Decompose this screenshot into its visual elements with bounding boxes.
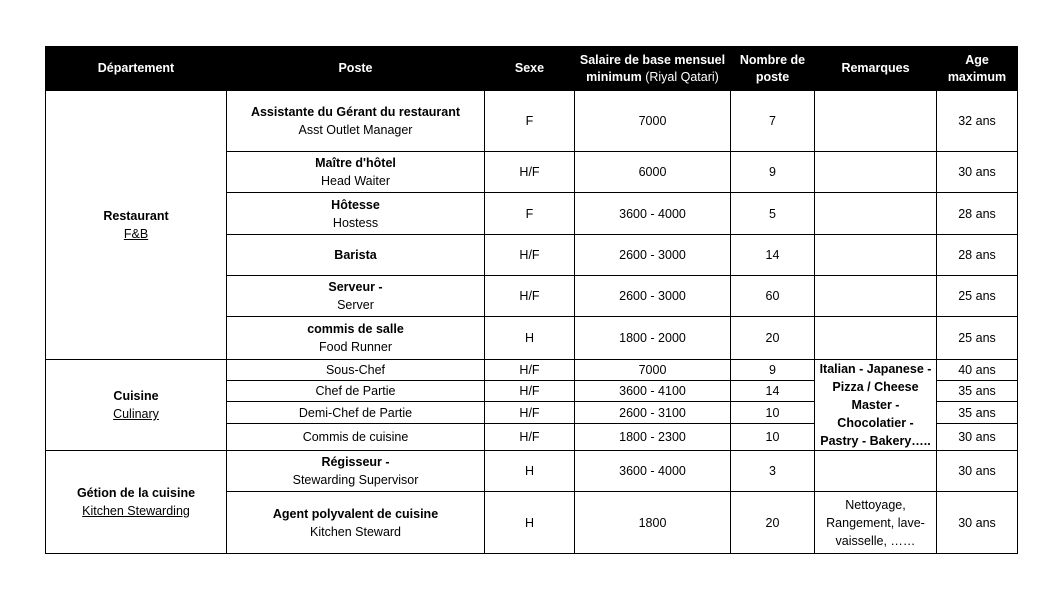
sexe-cell: H <box>485 492 575 554</box>
poste-en: Hostess <box>332 215 379 230</box>
age-cell: 30 ans <box>937 152 1018 193</box>
nombre-cell: 14 <box>731 381 815 402</box>
poste-en: Kitchen Steward <box>309 524 402 539</box>
poste-fr: Hôtesse <box>331 197 380 212</box>
age-cell: 40 ans <box>937 360 1018 381</box>
department-name: Gétion de la cuisine <box>76 486 196 500</box>
recruitment-table <box>45 46 1018 554</box>
age-cell: 30 ans <box>937 423 1018 450</box>
poste-en: Chef de Partie <box>315 384 396 399</box>
department-cuisine <box>46 360 227 451</box>
remarque-line: Rangement, lave- <box>826 515 925 530</box>
remarques-cell <box>815 317 937 360</box>
department-gestion <box>46 451 227 554</box>
salaire-cell: 3600 - 4000 <box>575 451 731 492</box>
remarque-line: vaisselle, …… <box>835 533 916 548</box>
remarque-line: Pizza / Cheese <box>832 380 919 394</box>
poste-en: Head Waiter <box>320 174 390 188</box>
remarques-cuisine-cell <box>815 360 937 451</box>
poste-en: Food Runner <box>319 340 392 354</box>
remarque-line: Pastry - Bakery….. <box>820 434 931 448</box>
remarque-line: Nettoyage, <box>845 497 906 512</box>
table-row <box>46 360 1018 381</box>
header-remarques: Remarques <box>815 47 937 91</box>
age-cell: 30 ans <box>937 451 1018 492</box>
remarques-cell <box>815 193 937 235</box>
poste-en: Sous-Chef <box>325 363 386 378</box>
table-row <box>46 91 1018 152</box>
poste-cell <box>227 492 485 554</box>
poste-cell <box>227 235 485 276</box>
poste-cell <box>227 451 485 492</box>
remarques-cell <box>815 276 937 317</box>
sexe-cell: F <box>485 91 575 152</box>
header-sexe: Sexe <box>485 47 575 91</box>
age-cell: 25 ans <box>937 317 1018 360</box>
nombre-cell: 5 <box>731 193 815 235</box>
nombre-cell: 20 <box>731 492 815 554</box>
age-cell: 25 ans <box>937 276 1018 317</box>
poste-fr: Maître d'hôtel <box>315 156 396 170</box>
department-restaurant <box>46 91 227 360</box>
poste-fr: Agent polyvalent de cuisine <box>272 506 439 521</box>
sexe-cell: H/F <box>485 360 575 381</box>
nombre-cell: 20 <box>731 317 815 360</box>
nombre-cell: 7 <box>731 91 815 152</box>
salaire-cell: 3600 - 4000 <box>575 193 731 235</box>
salaire-cell: 2600 - 3000 <box>575 235 731 276</box>
department-name: Cuisine <box>113 389 159 403</box>
salaire-cell: 2600 - 3000 <box>575 276 731 317</box>
sexe-cell: H/F <box>485 402 575 423</box>
nombre-cell: 14 <box>731 235 815 276</box>
remarque-line: Italian - Japanese - <box>819 362 932 376</box>
sexe-cell: H/F <box>485 152 575 193</box>
poste-en: Server <box>337 298 374 312</box>
nombre-cell: 60 <box>731 276 815 317</box>
age-cell: 32 ans <box>937 91 1018 152</box>
department-sub: F&B <box>123 227 149 241</box>
poste-en: Commis de cuisine <box>302 429 409 444</box>
salaire-cell: 7000 <box>575 360 731 381</box>
nombre-cell: 10 <box>731 423 815 450</box>
table-row <box>46 451 1018 492</box>
sexe-cell: H <box>485 451 575 492</box>
remarque-line: Chocolatier - <box>837 416 914 430</box>
nombre-cell: 10 <box>731 402 815 423</box>
salaire-cell: 6000 <box>575 152 731 193</box>
remarques-cell <box>815 91 937 152</box>
header-row <box>46 47 1018 91</box>
remarques-cell <box>815 451 937 492</box>
department-name: Restaurant <box>103 209 169 223</box>
poste-en: Demi-Chef de Partie <box>298 405 413 420</box>
salaire-cell: 1800 - 2000 <box>575 317 731 360</box>
header-nombre: Nombre de poste <box>731 47 815 91</box>
header-salaire <box>575 47 731 91</box>
sexe-cell: F <box>485 193 575 235</box>
poste-cell <box>227 152 485 193</box>
sexe-cell: H/F <box>485 381 575 402</box>
poste-fr: Barista <box>334 248 377 262</box>
poste-cell <box>227 423 485 450</box>
sexe-cell: H/F <box>485 423 575 450</box>
age-cell: 35 ans <box>937 402 1018 423</box>
sexe-cell: H/F <box>485 276 575 317</box>
salaire-cell: 1800 - 2300 <box>575 423 731 450</box>
poste-fr: Assistante du Gérant du restaurant <box>250 105 461 119</box>
nombre-cell: 3 <box>731 451 815 492</box>
poste-cell <box>227 317 485 360</box>
salaire-cell: 3600 - 4100 <box>575 381 731 402</box>
age-cell: 35 ans <box>937 381 1018 402</box>
poste-en: Stewarding Supervisor <box>292 473 419 487</box>
nombre-cell: 9 <box>731 152 815 193</box>
remarques-steward-cell <box>815 492 937 554</box>
department-sub: Kitchen Stewarding <box>82 504 190 518</box>
header-salaire-sub: (Riyal Qatari) <box>645 69 719 84</box>
sexe-cell: H <box>485 317 575 360</box>
remarque-line: Master - <box>851 398 900 412</box>
poste-cell <box>227 276 485 317</box>
header-salaire-main: Salaire de base mensuel minimum <box>579 52 726 84</box>
poste-cell <box>227 381 485 402</box>
header-poste: Poste <box>227 47 485 91</box>
remarques-cell <box>815 152 937 193</box>
poste-en: Asst Outlet Manager <box>298 123 413 137</box>
salaire-cell: 7000 <box>575 91 731 152</box>
nombre-cell: 9 <box>731 360 815 381</box>
age-cell: 28 ans <box>937 235 1018 276</box>
header-departement: Département <box>46 47 227 91</box>
remarques-cell <box>815 235 937 276</box>
poste-cell <box>227 91 485 152</box>
poste-cell <box>227 402 485 423</box>
poste-fr: commis de salle <box>307 322 404 336</box>
header-age: Age maximum <box>937 47 1018 91</box>
poste-cell <box>227 193 485 235</box>
poste-cell <box>227 360 485 381</box>
age-cell: 30 ans <box>937 492 1018 554</box>
sexe-cell: H/F <box>485 235 575 276</box>
salaire-cell: 2600 - 3100 <box>575 402 731 423</box>
salaire-cell: 1800 <box>575 492 731 554</box>
poste-fr: Régisseur - <box>321 455 390 469</box>
poste-fr: Serveur - <box>328 280 383 294</box>
department-sub: Culinary <box>113 407 159 421</box>
age-cell: 28 ans <box>937 193 1018 235</box>
